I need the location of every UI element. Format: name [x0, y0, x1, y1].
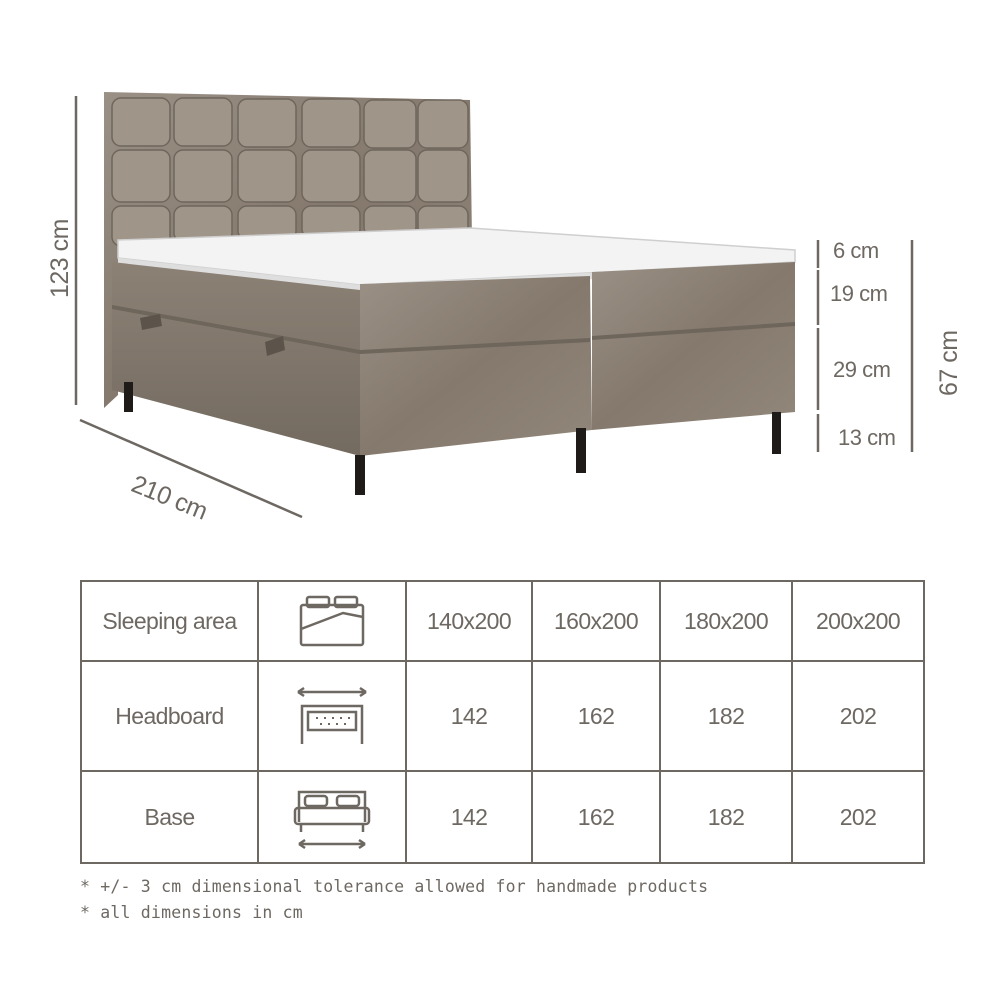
row-label: Base [81, 771, 258, 863]
bed-base [112, 262, 795, 456]
table-cell: 200x200 [792, 581, 924, 661]
table-cell: 142 [406, 771, 532, 863]
dimension-bed-height-label: 67 cm [935, 330, 963, 396]
table-cell: 202 [792, 661, 924, 771]
dimension-legs-label: 13 cm [838, 425, 896, 450]
table-row-sleeping-area [81, 581, 924, 661]
dimension-base-label: 29 cm [833, 357, 891, 382]
headboard-width-icon [292, 684, 372, 748]
dimension-total-height-label: 123 cm [46, 219, 74, 298]
bed-base-width-icon [291, 782, 373, 852]
table-cell: 142 [406, 661, 532, 771]
table-cell: 182 [660, 661, 792, 771]
dimension-mattress-label: 19 cm [830, 281, 888, 306]
table-cell: 160x200 [532, 581, 660, 661]
row-label: Headboard [81, 661, 258, 771]
table-cell: 180x200 [660, 581, 792, 661]
dimension-topper-label: 6 cm [833, 238, 879, 263]
size-table [80, 580, 925, 864]
row-label: Sleeping area [81, 581, 258, 661]
footnote: * +/- 3 cm dimensional tolerance allowed for handmade products * all dimensions in cm [80, 877, 709, 922]
table-cell: 162 [532, 771, 660, 863]
table-cell: 162 [532, 661, 660, 771]
dimension-length-label: 210 cm [127, 470, 212, 526]
table-cell: 202 [792, 771, 924, 863]
table-cell: 182 [660, 771, 792, 863]
duvet-pillows-icon [297, 593, 367, 649]
table-row-headboard [81, 661, 924, 771]
table-cell: 140x200 [406, 581, 532, 661]
table-row-base [81, 771, 924, 863]
headboard-tufting [112, 98, 468, 246]
